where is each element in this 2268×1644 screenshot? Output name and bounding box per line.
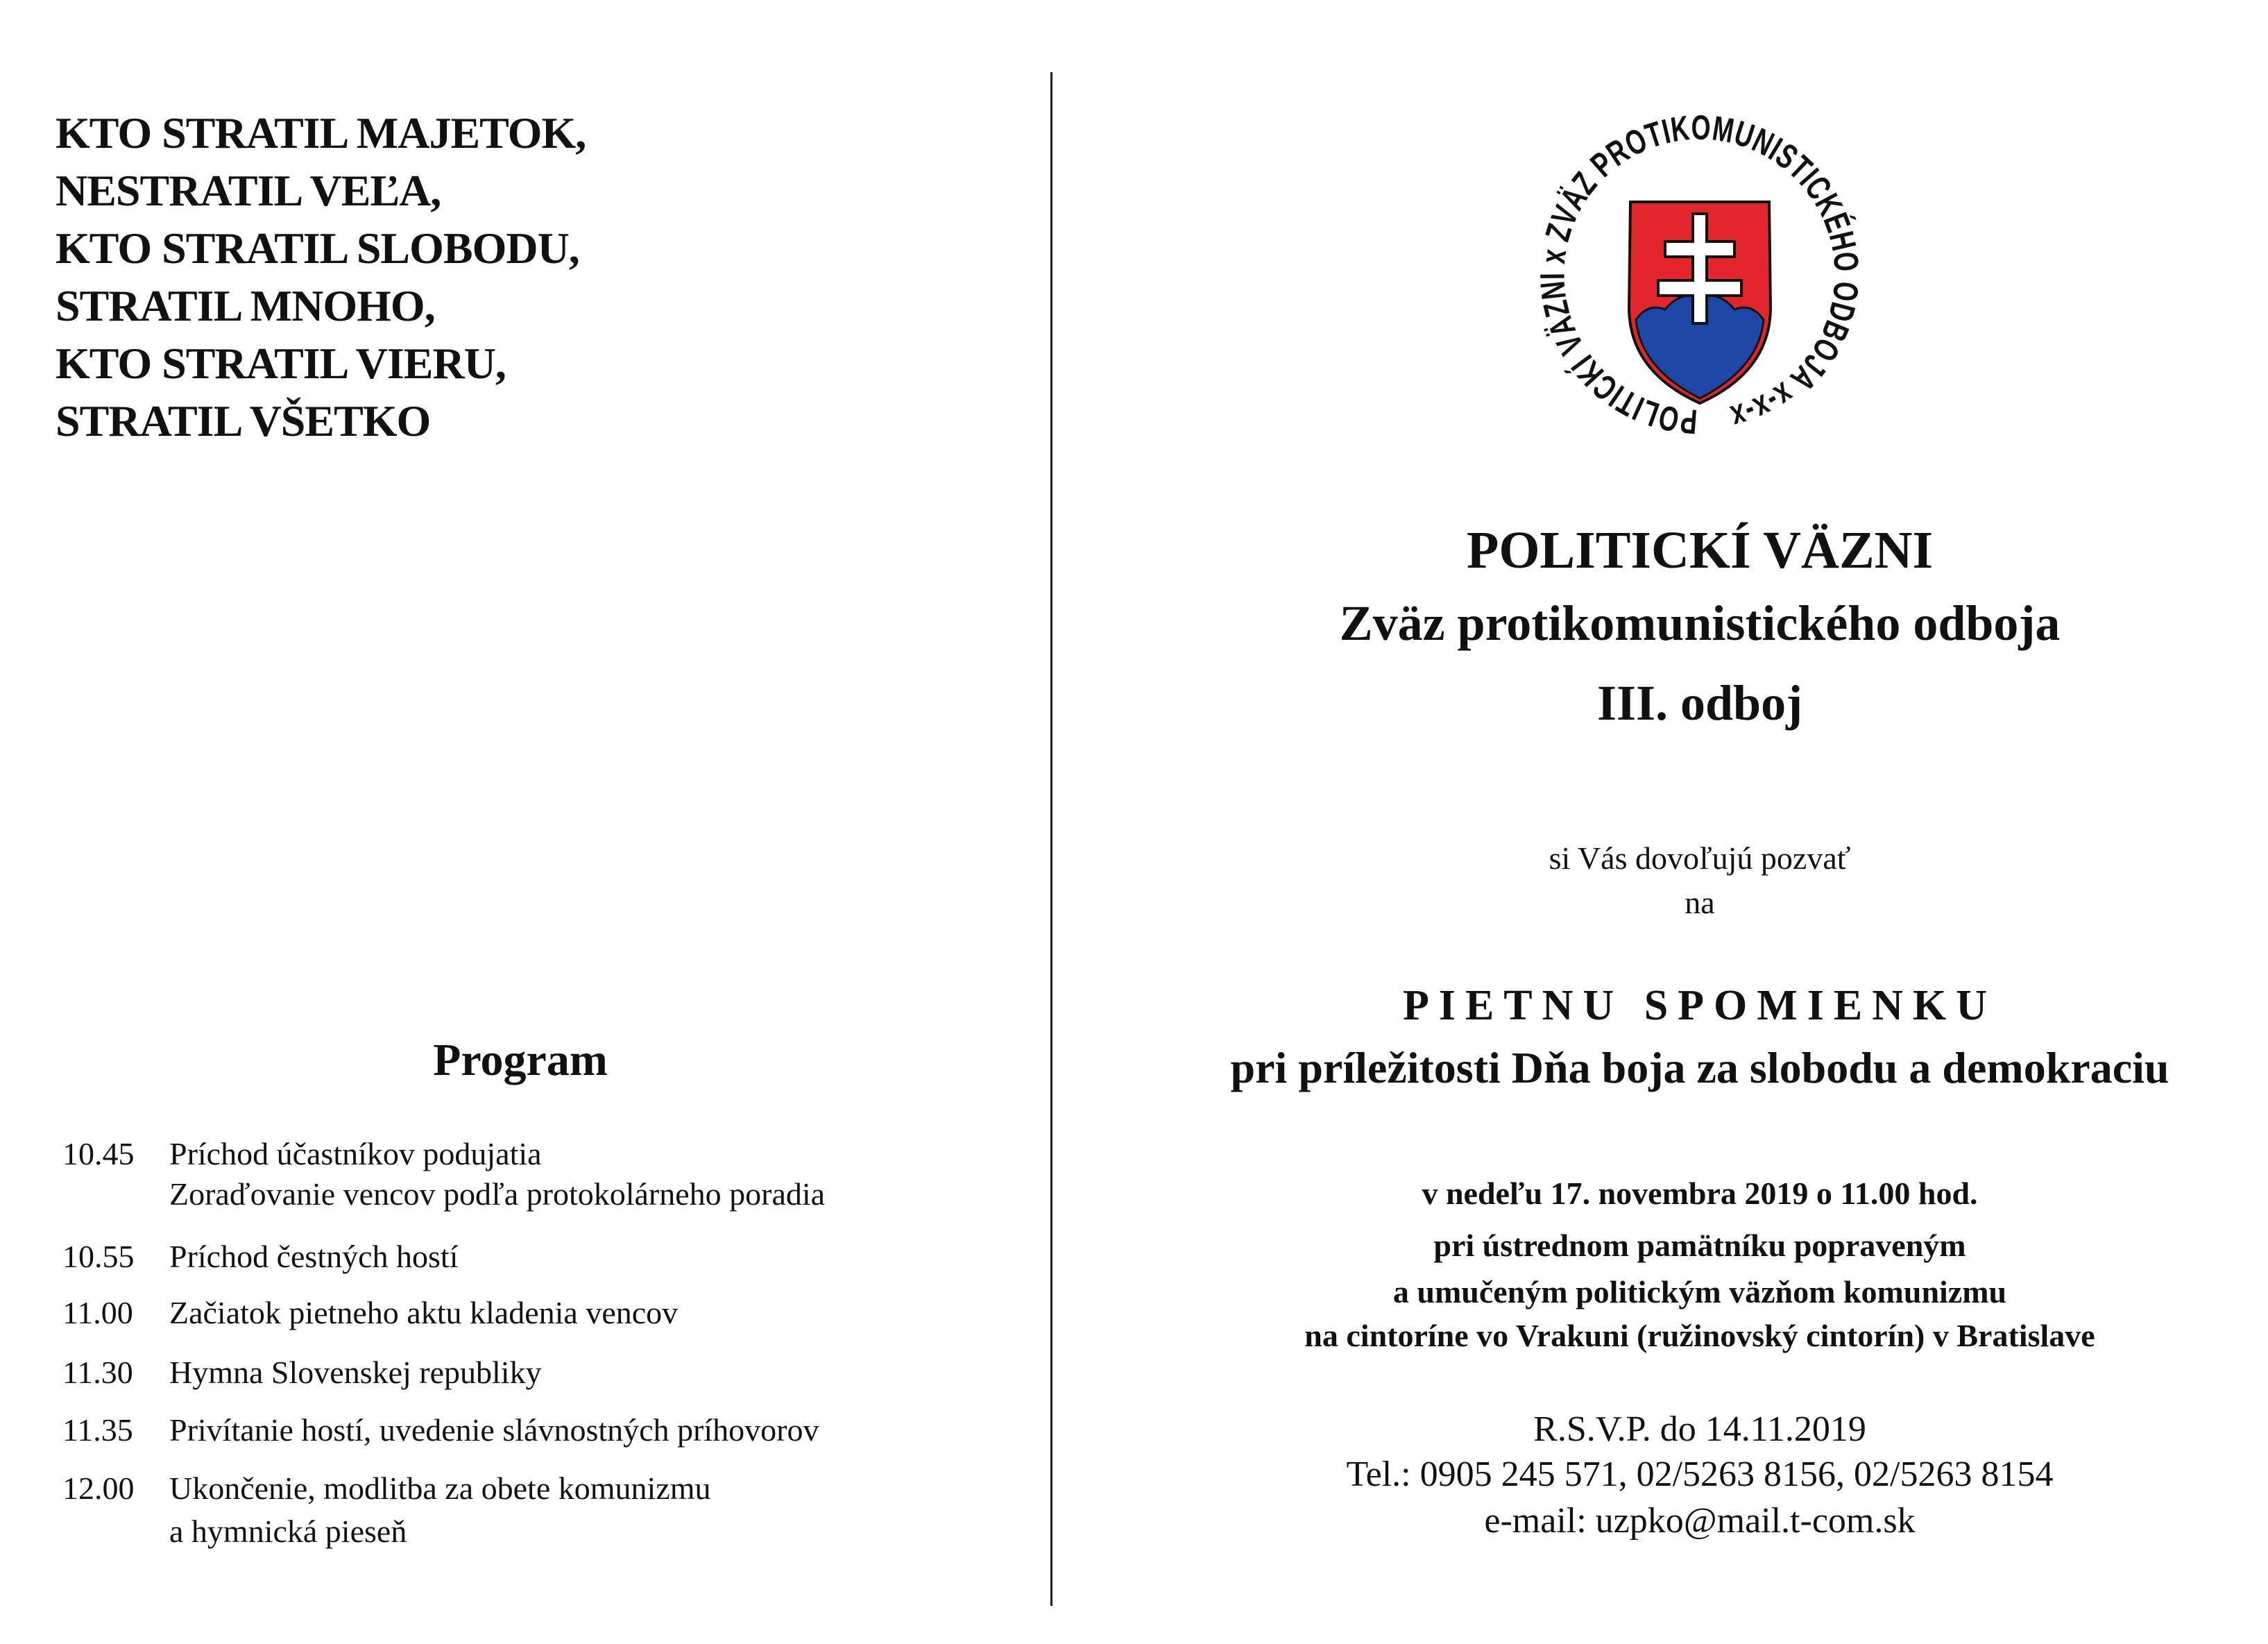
email: e-mail: uzpko@mail.t-com.sk	[1484, 1501, 1916, 1541]
program-row	[62, 1238, 459, 1275]
program-time: 10.55	[62, 1239, 135, 1274]
rsvp: R.S.V.P. do 14.11.2019	[1533, 1409, 1866, 1449]
program-row	[62, 1135, 542, 1172]
program-text-cont: a hymnická pieseň	[169, 1514, 407, 1549]
program-title: Program	[433, 1035, 608, 1085]
event-location: na cintoríne vo Vrakuni (ružinovský cintorín) v Bratislave	[1304, 1318, 2095, 1353]
quote-line: STRATIL VŠETKO	[56, 396, 431, 446]
program-text: Ukončenie, modlitba za obete komunizmu	[169, 1471, 711, 1506]
quote-line: NESTRATIL VEĽA,	[56, 166, 441, 215]
quote-block	[56, 104, 586, 450]
event-location: a umučeným politickým väzňom komunizmu	[1392, 1274, 2007, 1310]
program-row	[62, 1354, 542, 1391]
quote-line: KTO STRATIL VIERU,	[56, 339, 506, 388]
program-row	[62, 1412, 819, 1448]
program-text: Hymna Slovenskej republiky	[169, 1355, 542, 1390]
program-text: Príchod čestných hostí	[169, 1239, 459, 1274]
event-date: v nedeľu 17. novembra 2019 o 11.00 hod.	[1422, 1176, 1978, 1211]
program-text: Privítanie hostí, uvedenie slávnostných príhovorov	[169, 1412, 819, 1448]
program-time: 11.30	[62, 1355, 133, 1390]
quote-line: KTO STRATIL SLOBODU,	[56, 223, 579, 273]
quote-line: KTO STRATIL MAJETOK,	[56, 108, 586, 158]
program-time: 10.45	[62, 1136, 135, 1171]
event-title: PIETNU SPOMIENKU	[1402, 982, 1997, 1029]
org-branch: III. odboj	[1596, 675, 1803, 731]
program-text-cont: Zoraďovanie vencov podľa protokolárneho poradia	[169, 1176, 826, 1212]
org-subtitle: Zväz protikomunistického odboja	[1339, 595, 2061, 651]
invite-line: na	[1685, 885, 1715, 920]
program-time: 12.00	[62, 1471, 135, 1506]
logo-ring-text: POLITICKÍ VÄZNI x ZVÄZ PROTIKOMUNISTICKÉHO ODBOJA x-x-x	[1532, 107, 1867, 441]
phone: Tel.: 0905 245 571, 02/5263 8156, 02/5263 8154	[1346, 1455, 2054, 1494]
program-row	[62, 1470, 711, 1507]
invite-line: si Vás dovoľujú pozvať	[1549, 840, 1851, 876]
program-text: Začiatok pietneho aktu kladenia vencov	[169, 1295, 679, 1330]
program-text: Príchod účastníkov podujatia	[169, 1136, 542, 1171]
program-time: 11.00	[62, 1295, 133, 1330]
quote-line: STRATIL MNOHO,	[56, 281, 435, 330]
program-time: 11.35	[62, 1412, 133, 1448]
organization-logo	[1526, 101, 1873, 448]
event-subtitle: pri príležitosti Dňa boja za slobodu a demokraciu	[1230, 1043, 2169, 1092]
coat-of-arms-icon	[1629, 202, 1771, 403]
fold-divider	[1050, 72, 1052, 1606]
event-location: pri ústrednom pamätníku popraveným	[1433, 1228, 1966, 1263]
program-row	[62, 1294, 678, 1331]
org-name: POLITICKÍ VÄZNI	[1466, 521, 1934, 579]
